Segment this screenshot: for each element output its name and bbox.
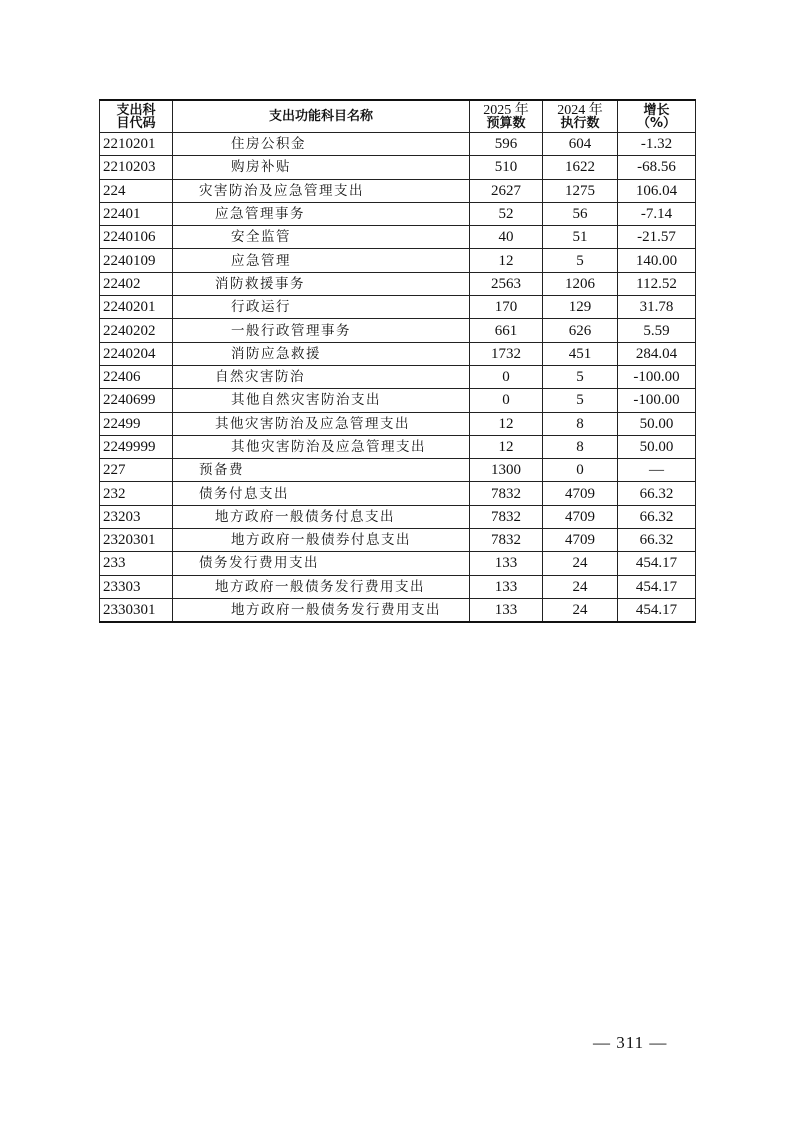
table-row bbox=[100, 156, 696, 179]
cell-name: 购房补贴 bbox=[173, 156, 470, 179]
header-growth-line1: 增长 bbox=[643, 102, 670, 118]
table-row bbox=[100, 365, 696, 388]
cell-growth: -100.00 bbox=[618, 365, 696, 388]
cell-budget: 12 bbox=[470, 249, 543, 272]
table-row bbox=[100, 598, 696, 622]
cell-growth: 50.00 bbox=[618, 435, 696, 458]
cell-budget: 2563 bbox=[470, 272, 543, 295]
cell-growth: — bbox=[618, 459, 696, 482]
page-number: — 311 — bbox=[593, 1033, 668, 1052]
cell-code: 2240699 bbox=[100, 389, 173, 412]
header-budget-line2: 预算数 bbox=[486, 115, 526, 131]
header-code-line1: 支出科 bbox=[116, 102, 156, 118]
cell-actual: 129 bbox=[543, 296, 618, 319]
cell-actual: 8 bbox=[543, 435, 618, 458]
cell-budget: 1732 bbox=[470, 342, 543, 365]
cell-growth: 66.32 bbox=[618, 529, 696, 552]
header-growth bbox=[618, 100, 696, 133]
cell-name: 其他灾害防治及应急管理支出 bbox=[173, 412, 470, 435]
header-budget bbox=[470, 100, 543, 133]
table-row bbox=[100, 505, 696, 528]
table-row bbox=[100, 412, 696, 435]
cell-name: 一般行政管理事务 bbox=[173, 319, 470, 342]
table-row bbox=[100, 179, 696, 202]
cell-budget: 133 bbox=[470, 598, 543, 622]
cell-growth: 31.78 bbox=[618, 296, 696, 319]
cell-code: 2240201 bbox=[100, 296, 173, 319]
cell-code: 2240106 bbox=[100, 226, 173, 249]
cell-growth: 454.17 bbox=[618, 598, 696, 622]
header-budget-line1: 2025 年 bbox=[483, 102, 529, 118]
table-header-row bbox=[100, 100, 696, 133]
cell-actual: 4709 bbox=[543, 482, 618, 505]
cell-budget: 12 bbox=[470, 435, 543, 458]
cell-actual: 451 bbox=[543, 342, 618, 365]
cell-code: 227 bbox=[100, 459, 173, 482]
cell-name: 预备费 bbox=[173, 459, 470, 482]
cell-budget: 133 bbox=[470, 552, 543, 575]
table-row bbox=[100, 319, 696, 342]
cell-code: 224 bbox=[100, 179, 173, 202]
cell-actual: 4709 bbox=[543, 505, 618, 528]
cell-actual: 604 bbox=[543, 133, 618, 156]
cell-code: 2249999 bbox=[100, 435, 173, 458]
cell-budget: 52 bbox=[470, 202, 543, 225]
cell-name: 应急管理 bbox=[173, 249, 470, 272]
header-code bbox=[100, 100, 173, 133]
table-row bbox=[100, 226, 696, 249]
cell-growth: -68.56 bbox=[618, 156, 696, 179]
cell-growth: -1.32 bbox=[618, 133, 696, 156]
cell-actual: 24 bbox=[543, 575, 618, 598]
cell-actual: 626 bbox=[543, 319, 618, 342]
table-row bbox=[100, 272, 696, 295]
cell-growth: 106.04 bbox=[618, 179, 696, 202]
cell-growth: -21.57 bbox=[618, 226, 696, 249]
cell-budget: 510 bbox=[470, 156, 543, 179]
cell-name: 住房公积金 bbox=[173, 133, 470, 156]
cell-actual: 0 bbox=[543, 459, 618, 482]
table-row bbox=[100, 202, 696, 225]
cell-growth: 112.52 bbox=[618, 272, 696, 295]
cell-actual: 1622 bbox=[543, 156, 618, 179]
cell-code: 23303 bbox=[100, 575, 173, 598]
cell-budget: 170 bbox=[470, 296, 543, 319]
header-growth-line2: （%） bbox=[636, 115, 677, 131]
cell-name: 债务发行费用支出 bbox=[173, 552, 470, 575]
table-body bbox=[100, 133, 696, 623]
expenditure-table bbox=[99, 99, 696, 623]
cell-name: 灾害防治及应急管理支出 bbox=[173, 179, 470, 202]
header-actual bbox=[543, 100, 618, 133]
header-name-text: 支出功能科目名称 bbox=[268, 109, 373, 124]
cell-code: 233 bbox=[100, 552, 173, 575]
cell-actual: 24 bbox=[543, 552, 618, 575]
table-row bbox=[100, 552, 696, 575]
cell-budget: 7832 bbox=[470, 529, 543, 552]
cell-code: 22402 bbox=[100, 272, 173, 295]
cell-code: 22406 bbox=[100, 365, 173, 388]
cell-code: 2320301 bbox=[100, 529, 173, 552]
cell-actual: 1206 bbox=[543, 272, 618, 295]
cell-name: 其他自然灾害防治支出 bbox=[173, 389, 470, 412]
cell-growth: -100.00 bbox=[618, 389, 696, 412]
cell-code: 23203 bbox=[100, 505, 173, 528]
cell-name: 消防救援事务 bbox=[173, 272, 470, 295]
cell-code: 2330301 bbox=[100, 598, 173, 622]
cell-budget: 40 bbox=[470, 226, 543, 249]
cell-budget: 596 bbox=[470, 133, 543, 156]
header-name bbox=[173, 100, 470, 133]
cell-actual: 5 bbox=[543, 365, 618, 388]
cell-actual: 24 bbox=[543, 598, 618, 622]
cell-growth: 50.00 bbox=[618, 412, 696, 435]
header-actual-line2: 执行数 bbox=[560, 115, 600, 131]
cell-actual: 4709 bbox=[543, 529, 618, 552]
cell-budget: 0 bbox=[470, 365, 543, 388]
cell-code: 22499 bbox=[100, 412, 173, 435]
cell-growth: 284.04 bbox=[618, 342, 696, 365]
cell-budget: 0 bbox=[470, 389, 543, 412]
cell-name: 应急管理事务 bbox=[173, 202, 470, 225]
cell-budget: 12 bbox=[470, 412, 543, 435]
cell-name: 地方政府一般债务发行费用支出 bbox=[173, 598, 470, 622]
cell-name: 其他灾害防治及应急管理支出 bbox=[173, 435, 470, 458]
table-row bbox=[100, 482, 696, 505]
cell-name: 自然灾害防治 bbox=[173, 365, 470, 388]
cell-code: 2240109 bbox=[100, 249, 173, 272]
cell-actual: 5 bbox=[543, 389, 618, 412]
cell-name: 消防应急救援 bbox=[173, 342, 470, 365]
cell-growth: 5.59 bbox=[618, 319, 696, 342]
table-row bbox=[100, 296, 696, 319]
cell-growth: 66.32 bbox=[618, 482, 696, 505]
cell-name: 地方政府一般债务发行费用支出 bbox=[173, 575, 470, 598]
table-row bbox=[100, 575, 696, 598]
table-row bbox=[100, 529, 696, 552]
cell-budget: 2627 bbox=[470, 179, 543, 202]
cell-code: 232 bbox=[100, 482, 173, 505]
cell-growth: 140.00 bbox=[618, 249, 696, 272]
cell-actual: 56 bbox=[543, 202, 618, 225]
cell-budget: 7832 bbox=[470, 505, 543, 528]
table-row bbox=[100, 389, 696, 412]
header-actual-line1: 2024 年 bbox=[557, 102, 603, 118]
cell-budget: 661 bbox=[470, 319, 543, 342]
expenditure-table-container bbox=[99, 99, 695, 623]
cell-code: 2240202 bbox=[100, 319, 173, 342]
table-row bbox=[100, 249, 696, 272]
cell-growth: 66.32 bbox=[618, 505, 696, 528]
table-row bbox=[100, 435, 696, 458]
cell-budget: 7832 bbox=[470, 482, 543, 505]
cell-code: 22401 bbox=[100, 202, 173, 225]
table-row bbox=[100, 133, 696, 156]
cell-actual: 8 bbox=[543, 412, 618, 435]
cell-name: 地方政府一般债务付息支出 bbox=[173, 505, 470, 528]
cell-actual: 5 bbox=[543, 249, 618, 272]
cell-growth: -7.14 bbox=[618, 202, 696, 225]
cell-growth: 454.17 bbox=[618, 552, 696, 575]
header-code-line2: 目代码 bbox=[116, 115, 156, 131]
table-row bbox=[100, 342, 696, 365]
cell-name: 安全监管 bbox=[173, 226, 470, 249]
cell-budget: 133 bbox=[470, 575, 543, 598]
cell-code: 2210203 bbox=[100, 156, 173, 179]
table-row bbox=[100, 459, 696, 482]
cell-code: 2240204 bbox=[100, 342, 173, 365]
cell-name: 行政运行 bbox=[173, 296, 470, 319]
cell-name: 债务付息支出 bbox=[173, 482, 470, 505]
cell-budget: 1300 bbox=[470, 459, 543, 482]
cell-actual: 51 bbox=[543, 226, 618, 249]
cell-code: 2210201 bbox=[100, 133, 173, 156]
cell-actual: 1275 bbox=[543, 179, 618, 202]
cell-name: 地方政府一般债券付息支出 bbox=[173, 529, 470, 552]
cell-growth: 454.17 bbox=[618, 575, 696, 598]
